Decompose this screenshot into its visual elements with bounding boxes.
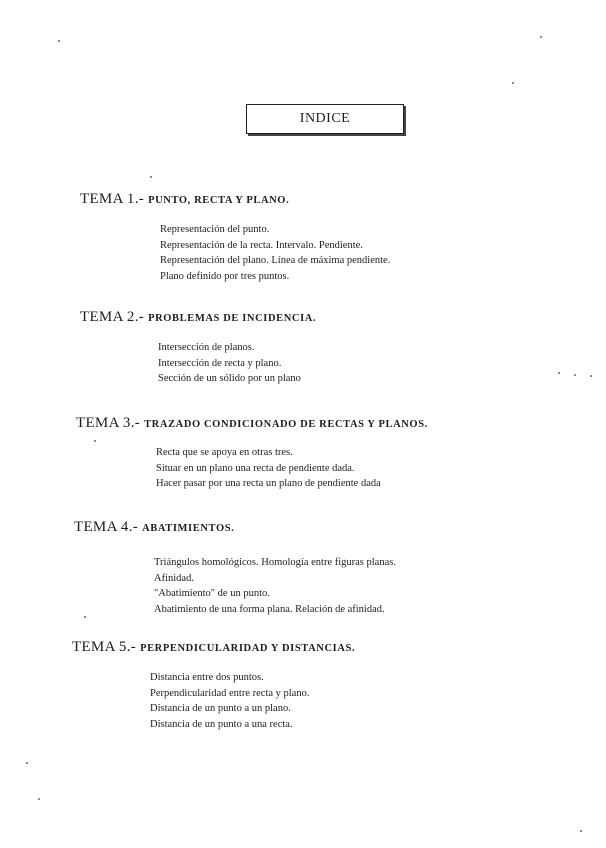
tema-number: TEMA 4.- bbox=[74, 519, 139, 535]
list-item: Representación de la recta. Intervalo. Pendiente. bbox=[160, 239, 363, 251]
list-item: "Abatimiento" de un punto. bbox=[154, 588, 270, 599]
list-item: Intersección de planos. bbox=[158, 342, 255, 353]
tema-2-items bbox=[158, 340, 301, 387]
tema-name: TRAZADO CONDICIONADO DE RECTAS Y PLANOS. bbox=[144, 419, 428, 430]
tema-name: ABATIMIENTOS. bbox=[142, 523, 235, 534]
list-item: Situar en un plano una recta de pendiente dada. bbox=[156, 462, 355, 474]
scan-speck bbox=[84, 616, 86, 618]
list-item: Triángulos homológicos. Homología entre figuras planas. bbox=[154, 557, 396, 568]
list-item: Distancia entre dos puntos. bbox=[150, 672, 264, 683]
tema-name: PROBLEMAS DE INCIDENCIA. bbox=[148, 313, 317, 324]
tema-1-heading bbox=[80, 190, 289, 208]
list-item: Distancia de un punto a un plano. bbox=[150, 703, 291, 714]
tema-3-items bbox=[156, 445, 381, 492]
list-item: Recta que se apoya en otras tres. bbox=[156, 447, 293, 458]
list-item: Afinidad. bbox=[154, 572, 194, 584]
tema-3-heading bbox=[76, 414, 428, 432]
tema-number: TEMA 1.- bbox=[80, 191, 145, 207]
scan-speck bbox=[580, 830, 582, 832]
list-item: Perpendicularidad entre recta y plano. bbox=[150, 687, 310, 699]
index-title-text: INDICE bbox=[299, 111, 351, 126]
tema-1-items bbox=[160, 222, 390, 284]
scan-speck bbox=[94, 440, 96, 442]
tema-number: TEMA 3.- bbox=[76, 415, 141, 431]
list-item: Plano definido por tres puntos. bbox=[160, 270, 290, 282]
scan-speck bbox=[558, 372, 560, 374]
tema-4-items bbox=[154, 555, 396, 617]
scan-speck bbox=[38, 798, 40, 800]
tema-name: PERPENDICULARIDAD Y DISTANCIAS. bbox=[140, 643, 356, 654]
tema-5-items bbox=[150, 670, 309, 732]
tema-2-heading bbox=[80, 308, 316, 326]
list-item: Intersección de recta y plano. bbox=[158, 357, 282, 369]
list-item: Representación del plano. Línea de máxima pendiente. bbox=[160, 255, 391, 266]
scan-speck bbox=[58, 40, 60, 42]
scan-speck bbox=[590, 375, 592, 377]
tema-5-heading bbox=[72, 638, 355, 656]
tema-name: PUNTO, RECTA Y PLANO. bbox=[148, 195, 290, 206]
tema-4-heading bbox=[74, 518, 234, 536]
scan-speck bbox=[574, 374, 576, 376]
list-item: Sección de un sólido por un plano bbox=[158, 373, 301, 384]
scan-speck bbox=[150, 176, 152, 178]
tema-number: TEMA 2.- bbox=[80, 309, 145, 325]
scan-speck bbox=[540, 36, 542, 38]
list-item: Representación del punto. bbox=[160, 224, 270, 235]
scan-speck bbox=[512, 82, 514, 84]
index-title bbox=[246, 104, 404, 134]
tema-number: TEMA 5.- bbox=[72, 639, 137, 655]
list-item: Abatimiento de una forma plana. Relación de afinidad. bbox=[154, 603, 385, 615]
list-item: Distancia de un punto a una recta. bbox=[150, 718, 293, 730]
scan-speck bbox=[26, 762, 28, 764]
list-item: Hacer pasar por una recta un plano de pendiente dada bbox=[156, 478, 381, 489]
